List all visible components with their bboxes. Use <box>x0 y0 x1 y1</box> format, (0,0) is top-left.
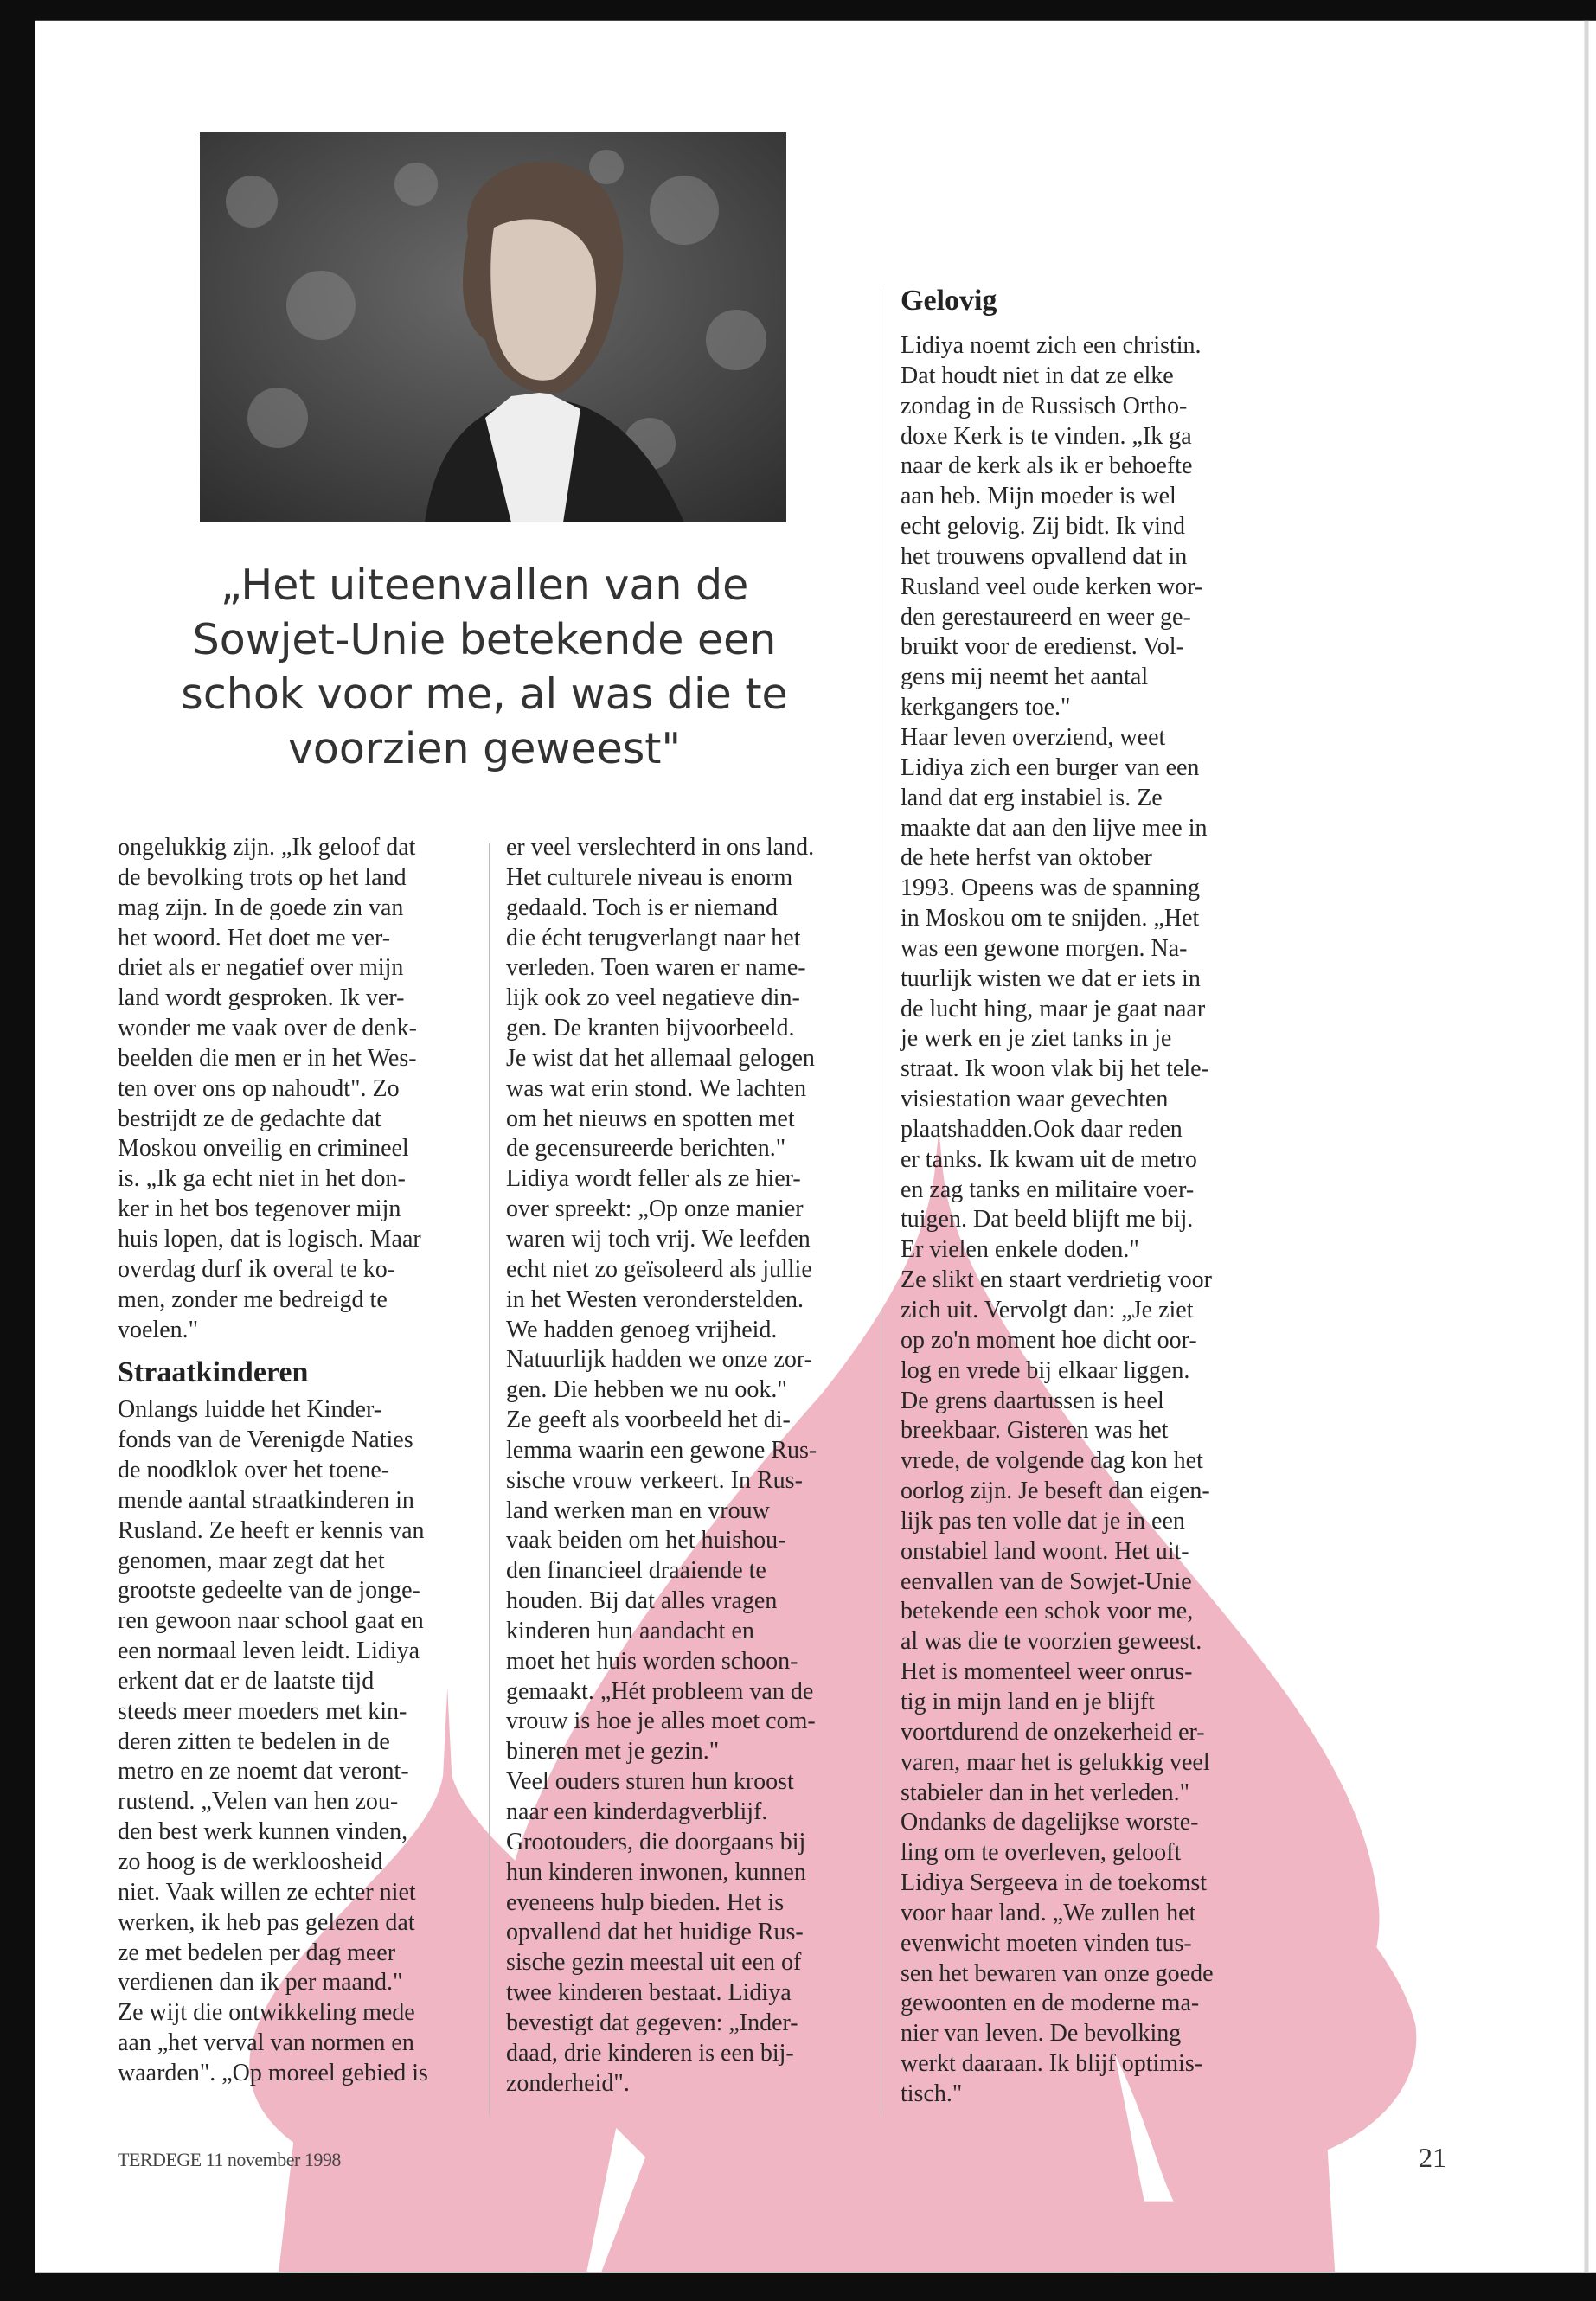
text-line: straat. Ik woon vlak bij het tele- <box>901 1055 1209 1083</box>
article-column-2 <box>506 833 817 2099</box>
text-line: Haar leven overziend, weet <box>901 723 1166 751</box>
section-heading-straatkinderen: Straatkinderen <box>118 1356 309 1389</box>
text-line: je werk en je ziet tanks in je <box>901 1025 1172 1053</box>
text-line: gen. De kranten bijvoorbeeld. <box>506 1015 795 1042</box>
text-line: gen. Die hebben we nu ook." <box>506 1376 787 1404</box>
text-line: kerkgangers toe." <box>901 694 1071 721</box>
section-heading-gelovig: Gelovig <box>901 285 997 317</box>
text-line: zich uit. Vervolgt dan: „Je ziet <box>901 1297 1194 1324</box>
text-line: tisch." <box>901 2080 963 2107</box>
text-line: beelden die men er in het Wes- <box>118 1044 417 1072</box>
text-line: genomen, maar zegt dat het <box>118 1547 385 1574</box>
text-line: werkt daaraan. Ik blijf optimis- <box>901 2050 1203 2078</box>
text-line: lijk ook zo veel negatieve din- <box>506 984 800 1012</box>
text-line: was wat erin stond. We lachten <box>506 1074 807 1102</box>
text-line: maakte dat aan den lijve mee in <box>901 814 1208 842</box>
text-line: den financieel draaiende te <box>506 1557 766 1585</box>
text-line: deren zitten te bedelen in de <box>118 1727 390 1755</box>
text-line: tuigen. Dat beeld blijft me bij. <box>901 1206 1194 1234</box>
text-line: hun kinderen inwonen, kunnen <box>506 1858 806 1886</box>
text-line: Rusland veel oude kerken wor- <box>901 573 1203 600</box>
text-line: lemma waarin een gewone Rus- <box>506 1436 817 1464</box>
text-line: de lucht hing, maar je gaat naar <box>901 995 1206 1022</box>
text-line: Lidiya zich een burger van een <box>901 753 1200 781</box>
text-line: onstabiel land woont. Het uit- <box>901 1537 1189 1565</box>
text-line: fonds van de Verenigde Naties <box>118 1426 413 1454</box>
text-line: betekende een schok voor me, <box>901 1598 1194 1625</box>
text-line: een normaal leven leidt. Lidiya <box>118 1638 420 1665</box>
text-line: huis lopen, dat is logisch. Maar <box>118 1225 421 1253</box>
text-line: werken, ik heb pas gelezen dat <box>118 1908 415 1936</box>
text-line: niet. Vaak willen ze echter niet <box>118 1878 416 1906</box>
text-line: den gerestaureerd en weer ge- <box>901 603 1191 631</box>
text-line: ren gewoon naar school gaat en <box>118 1607 424 1635</box>
text-line: Rusland. Ze heeft er kennis van <box>118 1516 425 1544</box>
text-line: waarden". „Op moreel gebied is <box>118 2059 428 2086</box>
text-line: is. „Ik ga echt niet in het don- <box>118 1165 406 1193</box>
text-line: nier van leven. De bevolking <box>901 2020 1182 2048</box>
text-line: Onlangs luidde het Kinder- <box>118 1396 382 1424</box>
text-line: gemaakt. „Hét probleem van de <box>506 1677 814 1705</box>
text-line: naar de kerk als ik er behoefte <box>901 452 1193 480</box>
quote-line: schok voor me, al was die te <box>181 670 788 719</box>
text-line: het woord. Het doet me ver- <box>118 924 391 952</box>
text-line: evenwicht moeten vinden tus- <box>901 1929 1192 1957</box>
text-line: steeds meer moeders met kin- <box>118 1697 407 1725</box>
text-line: oorlog zijn. Je beseft dan eigen- <box>901 1477 1210 1505</box>
pull-quote <box>130 558 839 776</box>
page-number: 21 <box>1419 2142 1446 2173</box>
text-line: Ondanks de dagelijkse worste- <box>901 1809 1199 1836</box>
text-line: Dat houdt niet in dat ze elke <box>901 362 1174 389</box>
text-line: Lidiya wordt feller als ze hier- <box>506 1165 801 1193</box>
text-line: zo hoog is de werkloosheid <box>118 1849 383 1875</box>
text-line: gewoonten en de moderne ma- <box>901 1990 1200 2017</box>
text-line: de bevolking trots op het land <box>118 863 407 891</box>
text-line: voelen." <box>118 1316 199 1343</box>
text-line: naar een kinderdagverblijf. <box>506 1798 768 1825</box>
text-line: overdag durf ik overal te ko- <box>118 1255 396 1283</box>
text-line: sische gezin meestal uit een of <box>506 1949 802 1977</box>
text-line: vrouw is hoe je alles moet com- <box>506 1708 816 1735</box>
text-line: daad, drie kinderen is een bij- <box>506 2039 794 2067</box>
text-line: tig in mijn land en je blijft <box>901 1688 1155 1715</box>
text-line: gedaald. Toch is er niemand <box>506 894 778 921</box>
text-line: er tanks. Ik kwam uit de metro <box>901 1145 1197 1173</box>
text-line: ten over ons op nahoudt". Zo <box>118 1074 400 1102</box>
text-line: land wordt gesproken. Ik ver- <box>118 984 405 1012</box>
text-line: aan heb. Mijn moeder is wel <box>901 483 1176 510</box>
text-line: Grootouders, die doorgaans bij <box>506 1828 806 1856</box>
text-line: De grens daartussen is heel <box>901 1387 1164 1414</box>
text-line: log en vrede bij elkaar liggen. <box>901 1356 1190 1384</box>
text-line: twee kinderen bestaat. Lidiya <box>506 1979 792 2007</box>
publication-footer: TERDEGE 11 november 1998 <box>118 2149 341 2170</box>
quote-line: voorzien geweest" <box>287 724 682 773</box>
text-line: en zag tanks en militaire voer- <box>901 1176 1195 1203</box>
text-line: doxe Kerk is te vinden. „Ik ga <box>901 422 1192 450</box>
text-line: bestrijdt ze de gedachte dat <box>118 1105 381 1132</box>
text-line: Ze wijt die ontwikkeling mede <box>118 1999 415 2027</box>
text-line: erkent dat er de laatste tijd <box>118 1667 375 1695</box>
text-line: breekbaar. Gisteren was het <box>901 1417 1169 1445</box>
text-line: in het Westen veronderstelden. <box>506 1285 804 1313</box>
text-line: er veel verslechterd in ons land. <box>506 834 815 861</box>
text-line: eenvallen van de Sowjet-Unie <box>901 1567 1192 1595</box>
text-line: Het is momenteel weer onrus- <box>901 1658 1193 1686</box>
text-line: Moskou onveilig en crimineel <box>118 1135 409 1163</box>
text-line: land werken man en vrouw <box>506 1497 770 1524</box>
portrait-photo <box>200 132 786 522</box>
text-line: echt niet zo geïsoleerd als jullie <box>506 1255 812 1283</box>
text-line: bineren met je gezin." <box>506 1738 720 1766</box>
article-column-3 <box>901 331 1214 2110</box>
text-line: was een gewone morgen. Na- <box>901 934 1188 962</box>
text-line: varen, maar het is gelukkig veel <box>901 1748 1210 1776</box>
text-line: vrede, de volgende dag kon het <box>901 1447 1203 1475</box>
text-line: Lidiya noemt zich een christin. <box>901 332 1202 359</box>
text-line: plaatshadden.Ook daar reden <box>901 1115 1183 1143</box>
text-line: opvallend dat het huidige Rus- <box>506 1919 804 1946</box>
article-column-1 <box>118 833 428 2089</box>
text-line: de gecensureerde berichten." <box>506 1135 786 1163</box>
text-line: het trouwens opvallend dat in <box>901 542 1188 570</box>
text-line: houden. Bij dat alles vragen <box>506 1587 778 1615</box>
text-line: eveneens hulp bieden. Het is <box>506 1888 785 1916</box>
text-line: waren wij toch vrij. We leefden <box>506 1225 811 1253</box>
text-line: Natuurlijk hadden we onze zor- <box>506 1346 812 1374</box>
text-line: rustend. „Velen van hen zou- <box>118 1788 399 1816</box>
text-line: moet het huis worden schoon- <box>506 1647 798 1675</box>
text-line: Het culturele niveau is enorm <box>506 863 793 891</box>
text-line: kinderen hun aandacht en <box>506 1617 754 1644</box>
quote-line: „Het uiteenvallen van de <box>220 561 749 610</box>
text-line: wonder me vaak over de denk- <box>118 1015 417 1042</box>
text-line: voor haar land. „We zullen het <box>901 1899 1196 1926</box>
text-line: de hete herfst van oktober <box>901 844 1152 872</box>
text-line: stabieler dan in het verleden." <box>901 1779 1190 1806</box>
text-line: ling om te overleven, gelooft <box>901 1839 1182 1867</box>
text-line: 1993. Opeens was de spanning <box>901 875 1201 902</box>
text-line: Veel ouders sturen hun kroost <box>506 1768 794 1796</box>
text-line: driet als er negatief over mijn <box>118 954 404 982</box>
text-line: men, zonder me bedreigd te <box>118 1285 388 1313</box>
text-line: Ze slikt en staart verdrietig voor <box>901 1266 1212 1294</box>
text-line: Er vielen enkele doden." <box>901 1236 1139 1264</box>
text-line: We hadden genoeg vrijheid. <box>506 1316 778 1343</box>
text-line: den best werk kunnen vinden, <box>118 1818 408 1846</box>
text-line: de noodklok over het toene- <box>118 1457 390 1484</box>
text-line: over spreekt: „Op onze manier <box>506 1195 804 1223</box>
text-line: sen het bewaren van onze goede <box>901 1959 1214 1987</box>
text-line: metro en ze noemt dat veront- <box>118 1758 409 1785</box>
text-line: verdienen dan ik per maand." <box>118 1969 403 1997</box>
text-line: lijk pas ten volle dat je in een <box>901 1507 1185 1535</box>
text-line: mende aantal straatkinderen in <box>118 1486 414 1514</box>
text-line: visiestation waar gevechten <box>901 1086 1169 1113</box>
text-line: om het nieuws en spotten met <box>506 1105 795 1132</box>
text-line: in Moskou om te snijden. „Het <box>901 905 1200 933</box>
text-line: die écht terugverlangt naar het <box>506 924 801 952</box>
text-line: tuurlijk wisten we dat er iets in <box>901 965 1201 992</box>
text-line: ker in het bos tegenover mijn <box>118 1195 401 1223</box>
text-line: zonderheid". <box>506 2069 630 2097</box>
text-line: Je wist dat het allemaal gelogen <box>506 1044 815 1072</box>
text-line: ongelukkig zijn. „Ik geloof dat <box>118 834 416 861</box>
text-line: bevestigt dat gegeven: „Inder- <box>506 2009 798 2036</box>
text-line: op zo'n moment hoe dicht oor- <box>901 1326 1197 1354</box>
text-line: Ze geeft als voorbeeld het di- <box>506 1407 791 1434</box>
text-line: bruikt voor de eredienst. Vol- <box>901 633 1184 661</box>
text-line: sische vrouw verkeert. In Rus- <box>506 1466 803 1494</box>
text-line: aan „het verval van normen en <box>118 2029 414 2057</box>
text-line: land dat erg instabiel is. Ze <box>901 784 1163 811</box>
text-line: zondag in de Russisch Ortho- <box>901 392 1188 420</box>
text-line: vaak beiden om het huishou- <box>506 1527 786 1554</box>
quote-line: Sowjet-Unie betekende een <box>192 615 777 664</box>
text-line: al was die te voorzien geweest. <box>901 1628 1202 1656</box>
text-line: echt gelovig. Zij bidt. Ik vind <box>901 513 1185 541</box>
column-divider <box>489 843 490 2115</box>
text-line: verleden. Toen waren er name- <box>506 954 806 982</box>
text-line: ze met bedelen per dag meer <box>118 1939 396 1966</box>
text-line: grootste gedeelte van de jonge- <box>118 1577 420 1605</box>
text-line: mag zijn. In de goede zin van <box>118 894 404 921</box>
text-line: voortdurend de onzekerheid er- <box>901 1718 1205 1746</box>
text-line: Lidiya Sergeeva in de toekomst <box>901 1869 1208 1897</box>
text-line: gens mij neemt het aantal <box>901 663 1149 691</box>
